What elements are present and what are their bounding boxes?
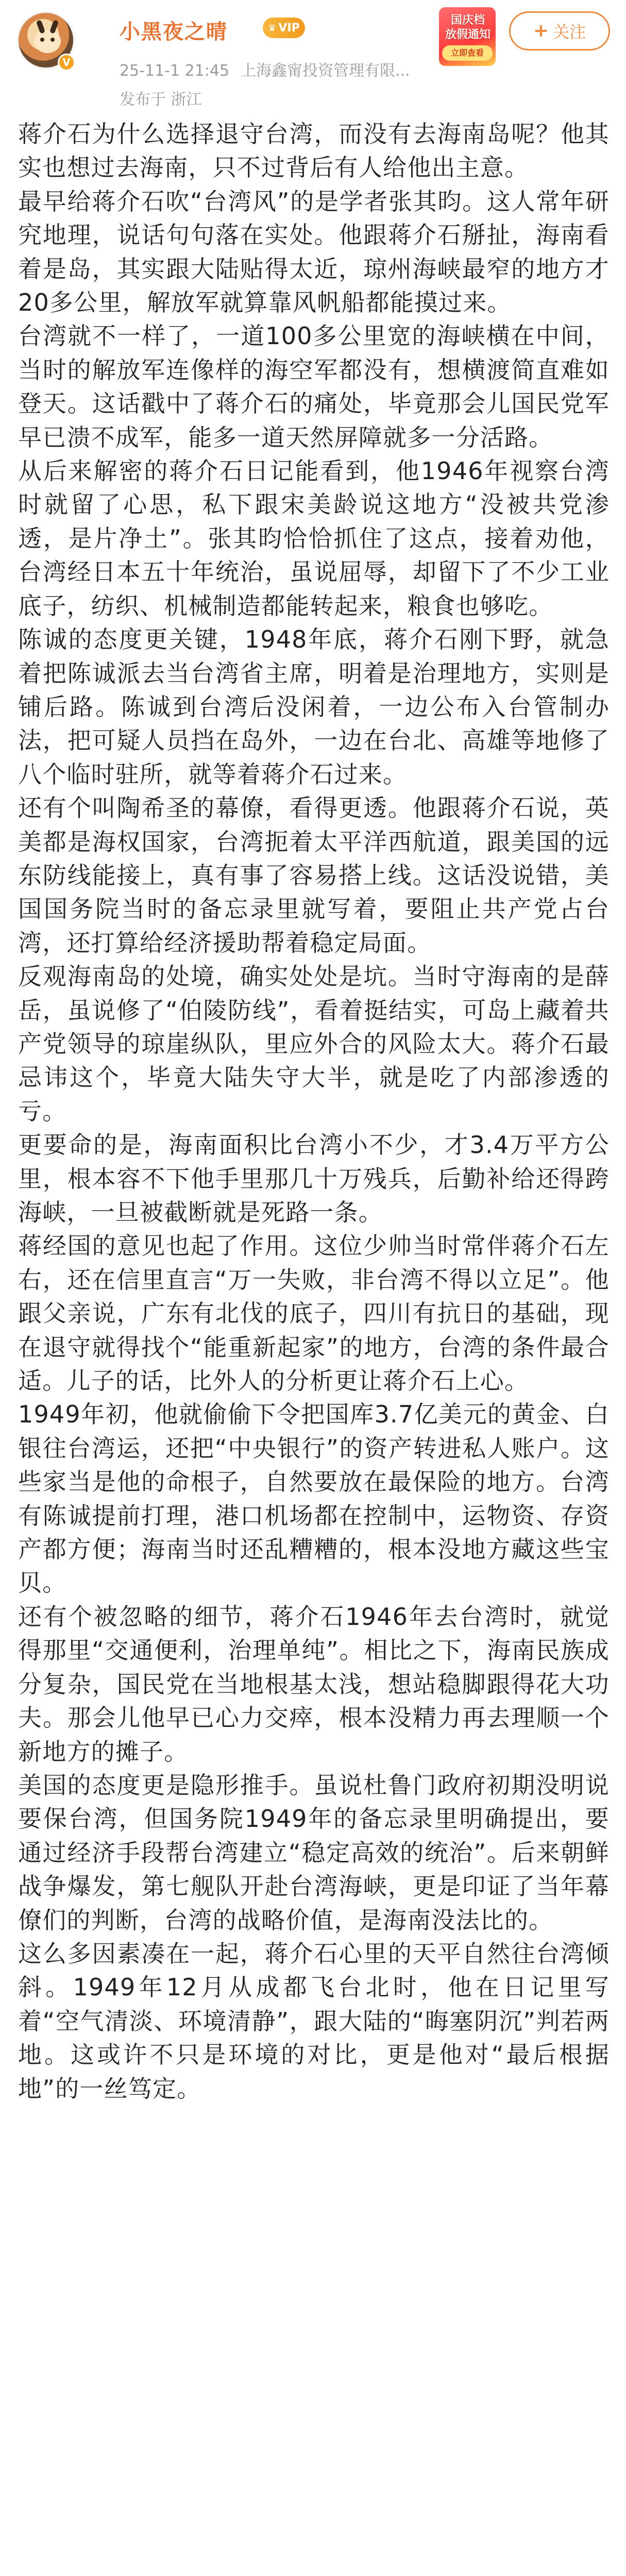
post-paragraph: 从后来解密的蒋介石日记能看到，他1946年视察台湾时就留了心思，私下跟宋美龄说这地方“没被共党渗透，是片净土”。张其昀恰恰抓住了这点，接着劝他，台湾经日本五十年统治，虽说屈辱，却留下了不少工业底子，纺织、机械制造都能转起来，粮食也够吃。 bbox=[18, 457, 610, 620]
vip-level-badge[interactable] bbox=[263, 18, 305, 38]
post-meta bbox=[120, 58, 410, 80]
follow-button-label: 关注 bbox=[553, 22, 586, 42]
avatar-face bbox=[34, 29, 61, 53]
follow-button[interactable] bbox=[509, 11, 610, 50]
post-location: 发布于 浙江 bbox=[120, 91, 202, 109]
post-paragraph: 台湾就不一样了，一道100多公里宽的海峡横在中间，当时的解放军连像样的海空军都没有，想横渡简直难如登天。这话戳中了蒋介石的痛处，毕竟那会儿国民党军早已溃不成军，能多一道天然屏障就多一分活路。 bbox=[18, 322, 610, 451]
avatar-eye bbox=[40, 38, 44, 42]
post-paragraph: 陈诚的态度更关键，1948年底，蒋介石刚下野，就急着把陈诚派去当台湾省主席，明着是治理地方，实则是铺后路。陈诚到台湾后没闲着，一边公布入台管制办法，把可疑人员挡在岛外，一边在台北、高雄等地修了八个临时驻所，就等着蒋介石过来。 bbox=[18, 625, 610, 788]
promo-title bbox=[436, 13, 500, 42]
promo-banner[interactable] bbox=[431, 3, 503, 71]
plus-icon: + bbox=[533, 20, 549, 41]
post-date: 25-11-1 21:45 bbox=[120, 62, 230, 80]
post-paragraph: 这么多因素凑在一起，蒋介石心里的天平自然往台湾倾斜。1949年12月从成都飞台北时，他在日记里写着“空气清淡、环境清静”，跟大陆的“晦塞阴沉”判若两地。这或许不只是环境的对比，更是他对“最后根据地”的一丝笃定。 bbox=[18, 1939, 610, 2103]
avatar-stripe bbox=[49, 20, 59, 34]
author-name[interactable]: 小黑夜之晴 bbox=[120, 20, 228, 44]
post-source[interactable]: 上海鑫甯投资管理有限... bbox=[241, 62, 410, 80]
post-paragraph: 1949年初，他就偷偷下令把国库3.7亿美元的黄金、白银往台湾运，还把“中央银行”的资产转进私人账户。这些家当是他的命根子，自然要放在最保险的地方。台湾有陈诚提前打理，港口机场都在控制中，运物资、存资产都方便；海南当时还乱糟糟的，根本没地方藏这些宝贝。 bbox=[18, 1400, 610, 1597]
post-paragraph: 反观海南岛的处境，确实处处是坑。当时守海南的是薛岳，虽说修了“伯陵防线”，看着挺结实，可岛上藏着共产党领导的琼崖纵队，里应外合的风险太大。蒋介石最忌讳这个，毕竟大陆失守大半，就是吃了内部渗透的亏。 bbox=[18, 962, 610, 1125]
post-paragraph: 蒋经国的意见也起了作用。这位少帅当时常伴蒋介石左右，还在信里直言“万一失败，非台湾不得以立足”。他跟父亲说，广东有北伐的底子，四川有抗日的基础，现在退守就得找个“能重新起家”的地方，台湾的条件最合适。儿子的话，比外人的分析更让蒋介石上心。 bbox=[18, 1232, 610, 1395]
promo-title-line1: 国庆档 bbox=[450, 14, 485, 27]
post-paragraph: 美国的态度更是隐形推手。虽说杜鲁门政府初期没明说要保台湾，但国务院1949年的备忘录里明确提出，要通过经济手段帮台湾建立“稳定高效的统治”。后来朝鲜战争爆发，第七舰队开赴台湾海峡，更是印证了当年幕僚们的判断，台湾的战略价值，是海南没法比的。 bbox=[18, 1771, 610, 1934]
post-header bbox=[0, 0, 626, 109]
post-paragraph: 还有个被忽略的细节，蒋介石1946年去台湾时，就觉得那里“交通便利，治理单纯”。相比之下，海南民族成分复杂，国民党在当地根基太浅，想站稳脚跟得花大功夫。那会儿他早已心力交瘁，根本没精力再去理顺一个新地方的摊子。 bbox=[18, 1602, 610, 1766]
promo-cta: 立即查看 bbox=[442, 45, 493, 61]
level-badge-label: VIP bbox=[278, 21, 300, 35]
post-paragraph: 蒋介石为什么选择退守台湾，而没有去海南岛呢？他其实也想过去海南，只不过背后有人给他出主意。 bbox=[18, 120, 610, 182]
post-paragraph: 更要命的是，海南面积比台湾小不少，才3.4万平方公里，根本容不下他手里那几十万残兵，后勤补给还得跨海峡，一旦被截断就是死路一条。 bbox=[18, 1131, 610, 1226]
avatar-stripe bbox=[36, 20, 45, 34]
post-paragraph: 还有个叫陶希圣的幕僚，看得更透。他跟蒋介石说，英美都是海权国家，台湾扼着太平洋西航道，跟美国的远东防线能接上，真有事了容易搭上线。这话没说错，美国国务院当时的备忘录里就写着，要阻止共产党占台湾，还打算给经济援助帮着稳定局面。 bbox=[18, 794, 610, 957]
post-body bbox=[18, 117, 610, 2106]
avatar-eye bbox=[50, 38, 55, 42]
crown-icon: ♛ bbox=[268, 22, 277, 33]
verified-icon: V bbox=[58, 54, 75, 71]
post-paragraph: 最早给蒋介石吹“台湾风”的是学者张其昀。这人常年研究地理，说话句句落在实处。他跟蒋介石掰扯，海南看着是岛，其实跟大陆贴得太近，琼州海峡最窄的地方才20多公里，解放军就算靠风帆船都能摸过来。 bbox=[18, 187, 610, 317]
promo-title-line2: 放假通知 bbox=[445, 28, 490, 41]
